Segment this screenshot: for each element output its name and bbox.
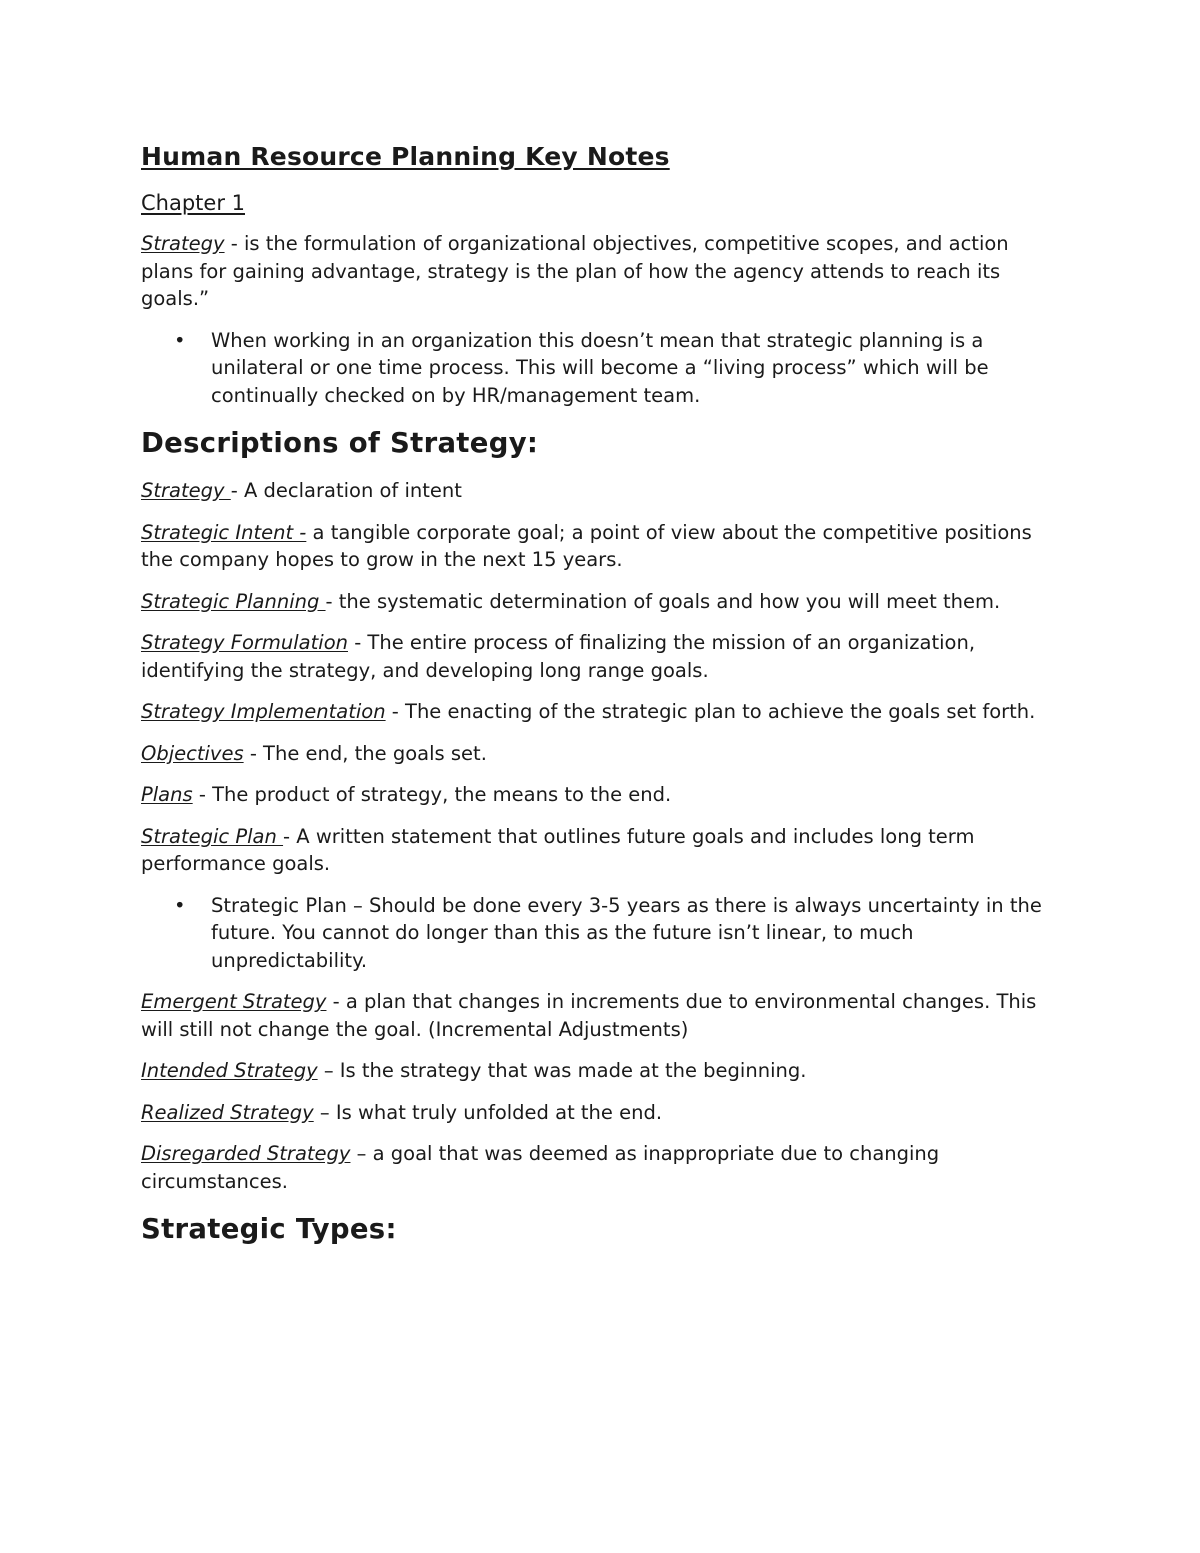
term-label: Intended Strategy	[141, 1059, 318, 1082]
term-label: Strategic Intent -	[141, 520, 307, 544]
definition-strategic-plan	[141, 823, 1061, 878]
chapter-heading: Chapter 1	[141, 191, 245, 215]
document-page	[141, 138, 1061, 1263]
definition-text: - the systematic determination of goals and how you will meet them.	[325, 589, 1001, 613]
bullet-text: Strategic Plan – Should be done every 3-5 years as there is always uncertainty in the future. You cannot do longer than this as the future isn’t linear, to much unpredictability.	[211, 893, 1042, 972]
bullet-icon: •	[174, 328, 186, 352]
term-label: Realized Strategy	[141, 1100, 314, 1124]
term-label: Strategy	[141, 232, 225, 255]
definition-text: - A declaration of intent	[230, 479, 462, 502]
section-heading-strategic-types: Strategic Types:	[141, 1213, 397, 1245]
term-label: Strategic Plan	[141, 824, 284, 848]
definition-text: – a goal that was deemed as inappropriate due to changing circumstances.	[141, 1142, 940, 1193]
bullet-icon: •	[174, 893, 186, 917]
term-label: Strategy Formulation	[141, 631, 348, 654]
term-label: Strategic Planning	[141, 589, 326, 613]
definition-text: – Is what truly unfolded at the end.	[313, 1100, 663, 1124]
list-item	[141, 327, 1061, 410]
definition-strategy	[141, 477, 1061, 505]
definition-objectives	[141, 740, 1061, 768]
definition-text: - a plan that changes in increments due to environmental changes. This will still not change the goal. (Incremental Adjustments)	[141, 990, 1037, 1041]
definition-text: - The entire process of finalizing the mission of an organization, identifying the strategy, and developing long range goals.	[141, 631, 976, 682]
document-title: Human Resource Planning Key Notes	[141, 142, 670, 171]
term-label: Strategy	[141, 479, 231, 502]
bullet-text: When working in an organization this doesn’t mean that strategic planning is a unilateral or one time process. This will become a “living process” which will be continually checked on by HR/management team.	[211, 328, 989, 407]
term-label: Emergent Strategy	[141, 990, 327, 1013]
definition-text: - The end, the goals set.	[243, 741, 487, 765]
definition-text: - The product of strategy, the means to the end.	[192, 783, 672, 806]
definition-strategic-planning	[141, 588, 1061, 616]
definition-plans	[141, 781, 1061, 809]
term-label: Strategy Implementation	[141, 700, 386, 723]
definition-strategic-intent	[141, 519, 1061, 574]
definition-text: - is the formulation of organizational objectives, competitive scopes, and action plans for gaining advantage, strategy is the plan of how the agency attends to reach its goals.”	[141, 232, 1009, 310]
intro-definition	[141, 230, 1061, 313]
definition-text: - A written statement that outlines future goals and includes long term performance goals.	[141, 824, 975, 875]
definition-realized-strategy	[141, 1099, 1061, 1127]
definition-intended-strategy	[141, 1057, 1061, 1085]
definition-text: a tangible corporate goal; a point of view about the competitive positions the company hopes to grow in the next 15 years.	[141, 520, 1032, 571]
section-heading-descriptions: Descriptions of Strategy:	[141, 427, 539, 459]
strategic-plan-bullet-list	[141, 892, 1061, 975]
definition-strategy-implementation	[141, 698, 1061, 726]
intro-bullet-list	[141, 327, 1061, 410]
term-label: Plans	[141, 783, 193, 806]
definition-strategy-formulation	[141, 629, 1061, 684]
definition-disregarded-strategy	[141, 1140, 1061, 1195]
list-item	[141, 892, 1061, 975]
term-label: Objectives	[141, 741, 244, 765]
term-label: Disregarded Strategy	[141, 1142, 351, 1165]
definition-text: – Is the strategy that was made at the beginning.	[317, 1059, 807, 1082]
definition-text: - The enacting of the strategic plan to achieve the goals set forth.	[385, 700, 1036, 723]
definition-emergent-strategy	[141, 988, 1061, 1043]
